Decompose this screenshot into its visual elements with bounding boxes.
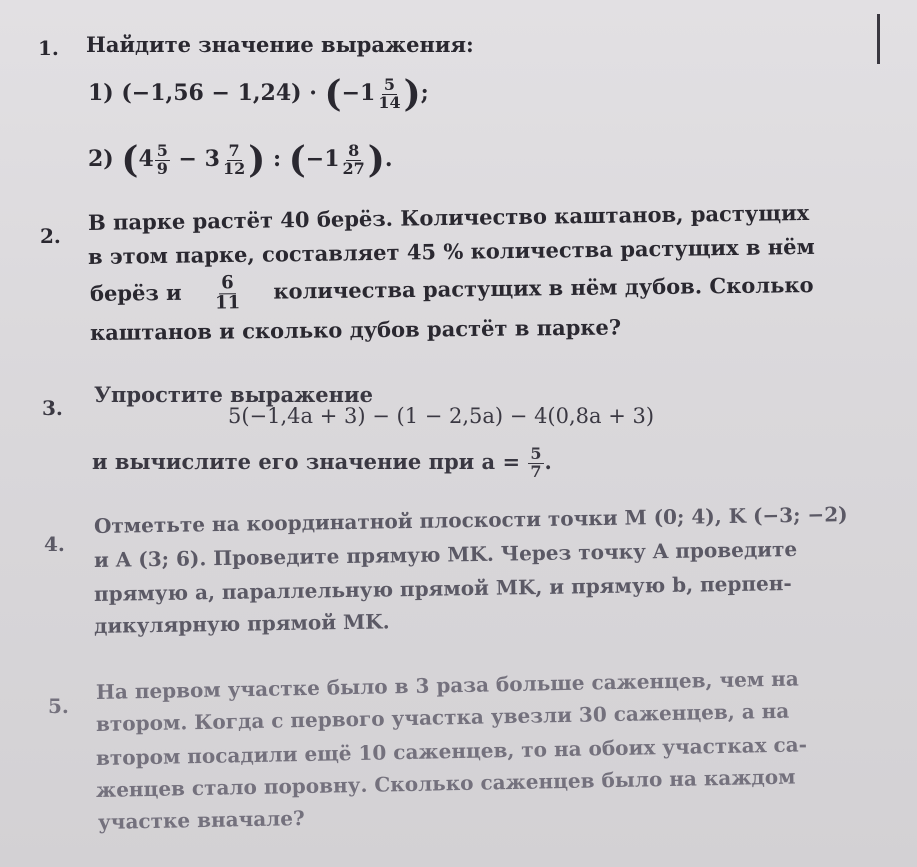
task-text-line: втором. Когда с первого участка увезли 30 саженцев, а на bbox=[95, 698, 790, 736]
operator: : bbox=[265, 146, 289, 172]
denominator: 7 bbox=[530, 461, 542, 481]
punctuation: ; bbox=[420, 80, 429, 106]
denominator: 12 bbox=[222, 158, 246, 178]
task-text-line: каштанов и сколько дубов растёт в парке? bbox=[89, 314, 622, 345]
numerator: 5 bbox=[530, 444, 542, 463]
task-text-line: и A (3; 6). Проведите прямую MK. Через точку A проведите bbox=[93, 536, 798, 572]
task-1-item-1 bbox=[88, 73, 429, 115]
fraction bbox=[341, 140, 367, 178]
denominator: 14 bbox=[378, 92, 401, 112]
paren: ) bbox=[403, 73, 421, 115]
task-number: 1. bbox=[38, 36, 59, 60]
task-text-line: в этом парке, составляет 45 % количества растущих в нём bbox=[87, 233, 815, 269]
numerator: 8 bbox=[348, 140, 360, 160]
task-1-item-2 bbox=[88, 139, 393, 181]
task-text-line: дикулярную прямой MK. bbox=[93, 609, 390, 638]
task-text-line bbox=[90, 267, 814, 315]
item-label: 1) bbox=[88, 80, 114, 106]
operator: − bbox=[170, 146, 205, 172]
denominator: 11 bbox=[214, 292, 241, 314]
task-text-line: На первом участке было в 3 раза больше саженцев, чем на bbox=[95, 666, 799, 704]
task-text-line: Отметьте на координатной плоскости точки M (0; 4), K (−3; −2) bbox=[93, 502, 848, 538]
mixed-whole: −1 bbox=[305, 146, 340, 172]
task-text-line: прямую a, параллельную прямой MK, и прямую b, перпен- bbox=[93, 571, 792, 606]
numerator: 7 bbox=[228, 140, 240, 160]
margin-mark bbox=[877, 14, 880, 64]
fraction bbox=[221, 140, 247, 178]
paren: ( bbox=[121, 139, 139, 181]
task-expression: 5(−1,4a + 3) − (1 − 2,5a) − 4(0,8a + 3) bbox=[228, 404, 655, 428]
item-expression: (−1,56 − 1,24) · bbox=[121, 80, 325, 106]
paren: ) bbox=[248, 139, 266, 181]
numerator: 5 bbox=[383, 74, 396, 94]
task-number: 5. bbox=[48, 694, 69, 718]
text-fragment: количества растущих в нём дубов. Сколько bbox=[273, 272, 814, 304]
mixed-whole: 3 bbox=[204, 146, 220, 172]
text-fragment: и вычислите его значение при a = bbox=[92, 448, 528, 474]
fraction bbox=[376, 74, 402, 112]
task-number: 4. bbox=[44, 532, 65, 556]
mixed-whole: −1 bbox=[341, 80, 376, 106]
task-text-line: втором посадили ещё 10 саженцев, то на обоих участках са- bbox=[95, 732, 808, 770]
task-text-line: Упростите выражение bbox=[94, 382, 373, 407]
fraction bbox=[213, 274, 243, 313]
fraction bbox=[155, 140, 170, 178]
fraction bbox=[528, 446, 543, 481]
paren: ( bbox=[324, 73, 342, 115]
denominator: 9 bbox=[156, 158, 168, 178]
task-text-line: участке вначале? bbox=[97, 806, 305, 834]
mixed-whole: 4 bbox=[138, 146, 154, 172]
punctuation: . bbox=[384, 146, 393, 172]
text-fragment: берёз и bbox=[89, 279, 182, 306]
task-text-line: В парке растёт 40 берёз. Количество каштанов, растущих bbox=[87, 199, 810, 235]
paren: ( bbox=[288, 139, 306, 181]
numerator: 6 bbox=[219, 274, 236, 294]
task-title: Найдите значение выражения: bbox=[86, 32, 474, 57]
task-number: 2. bbox=[40, 224, 61, 248]
punctuation: . bbox=[544, 448, 552, 474]
paren: ) bbox=[367, 139, 385, 181]
task-text-line: женцев стало поровну. Сколько саженцев было на каждом bbox=[95, 764, 796, 802]
task-number: 3. bbox=[42, 396, 63, 420]
item-label: 2) bbox=[88, 146, 114, 172]
numerator: 5 bbox=[156, 140, 168, 160]
denominator: 27 bbox=[342, 158, 365, 178]
task-text-line bbox=[92, 446, 552, 481]
